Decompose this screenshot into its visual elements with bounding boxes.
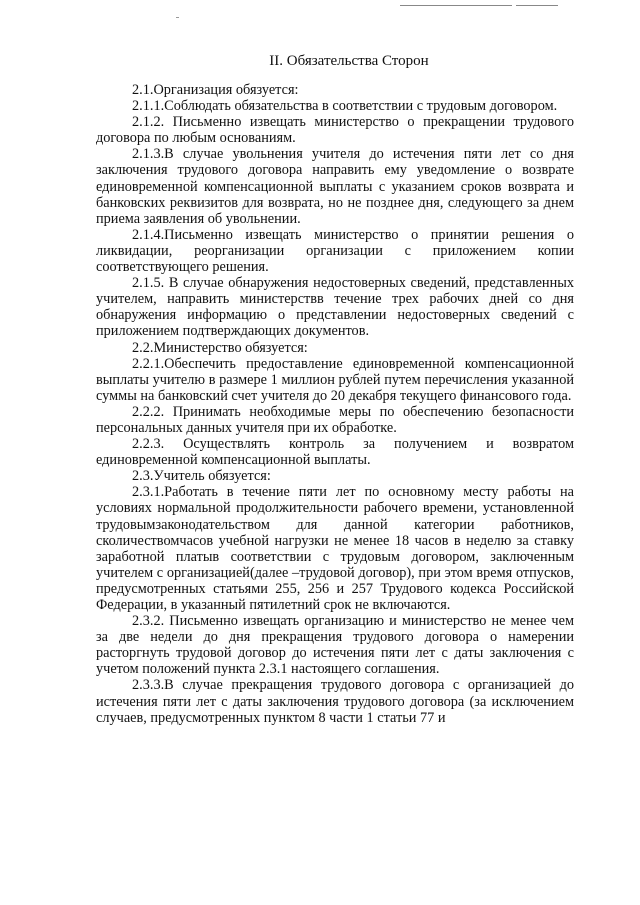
paragraph-2-3-1: 2.3.1.Работать в течение пяти лет по основному месту работы на условиях нормальной продолжительности рабочего времени, установленной трудовымзаконодательством для данной категории работников, сколичествомчасов учебной нагрузки не менее 18 часов в неделю за ставку заработной платыв соответствии с трудовым договором, заключенным учителем с организацией(далее –трудовой договор), при этом время отпусков, предусмотренных статьями 255, 256 и 257 Трудового кодекса Российской Федерации, в указанный пятилетний срок не включаются. [96,484,574,613]
paragraph-2-1-3: 2.1.3.В случае увольнения учителя до истечения пяти лет со дня заключения трудового договора направить ему уведомление о возврате единовременной компенсационной выплаты с указанием сроков возврата и банковских реквизитов для возврата, но не позднее дня, следующего за днем приема заявления об увольнении. [96,146,574,227]
section-title: II. Обязательства Сторон [269,53,429,69]
header-rule [400,5,512,6]
paragraph-2-3: 2.3.Учитель обязуется: [132,468,271,485]
paragraph-2-1-5: 2.1.5. В случае обнаружения недостоверных сведений, представленных учителем, направить министерствв течение трех рабочих дней со дня обнаружения информацию о представлении недостоверных сведений с приложением подтверждающих документов. [96,275,574,340]
header-rule-short [516,5,558,6]
paragraph-2-3-3: 2.3.3.В случае прекращения трудового договора с организацией до истечения пяти лет с даты заключения трудового договора (за исключением случаев, предусмотренных пунктом 8 части 1 статьи 77 и [96,677,574,726]
paragraph-2-2-3: 2.2.3. Осуществлять контроль за получением и возвратом единовременной компенсационной выплаты. [96,436,574,469]
paragraph-2-1-2: 2.1.2. Письменно извещать министерство о прекращении трудового договора по любым основаниям. [96,114,574,147]
paragraph-2-1: 2.1.Организация обязуется: [132,82,299,98]
paragraph-2-2-2: 2.2.2. Принимать необходимые меры по обеспечению безопасности персональных данных учителя при их обработке. [96,403,574,436]
paragraph-2-2: 2.2.Министерство обязуется: [132,339,308,356]
scan-mark [176,17,179,18]
obligations-text [96,82,574,726]
paragraph-2-2-1: 2.2.1.Обеспечить предоставление единовременной компенсационной выплаты учителю в размере 1 миллион рублей путем перечисления указанной суммы на банковский счет учителя до 20 декабря текущего финансового года. [96,355,574,404]
paragraph-2-3-2: 2.3.2. Письменно извещать организацию и министерство не менее чем за две недели до дня прекращения трудового договора о намерении расторгнуть трудовой договор до истечения пяти лет с даты заключения с учетом положений пункта 2.3.1 настоящего соглашения. [96,613,574,678]
paragraph-2-1-4: 2.1.4.Письменно извещать министерство о принятии решения о ликвидации, реорганизации организации с приложением копии соответствующего решения. [96,226,574,276]
paragraph-2-1-1: 2.1.1.Соблюдать обязательства в соответствии с трудовым договором. [132,98,558,115]
